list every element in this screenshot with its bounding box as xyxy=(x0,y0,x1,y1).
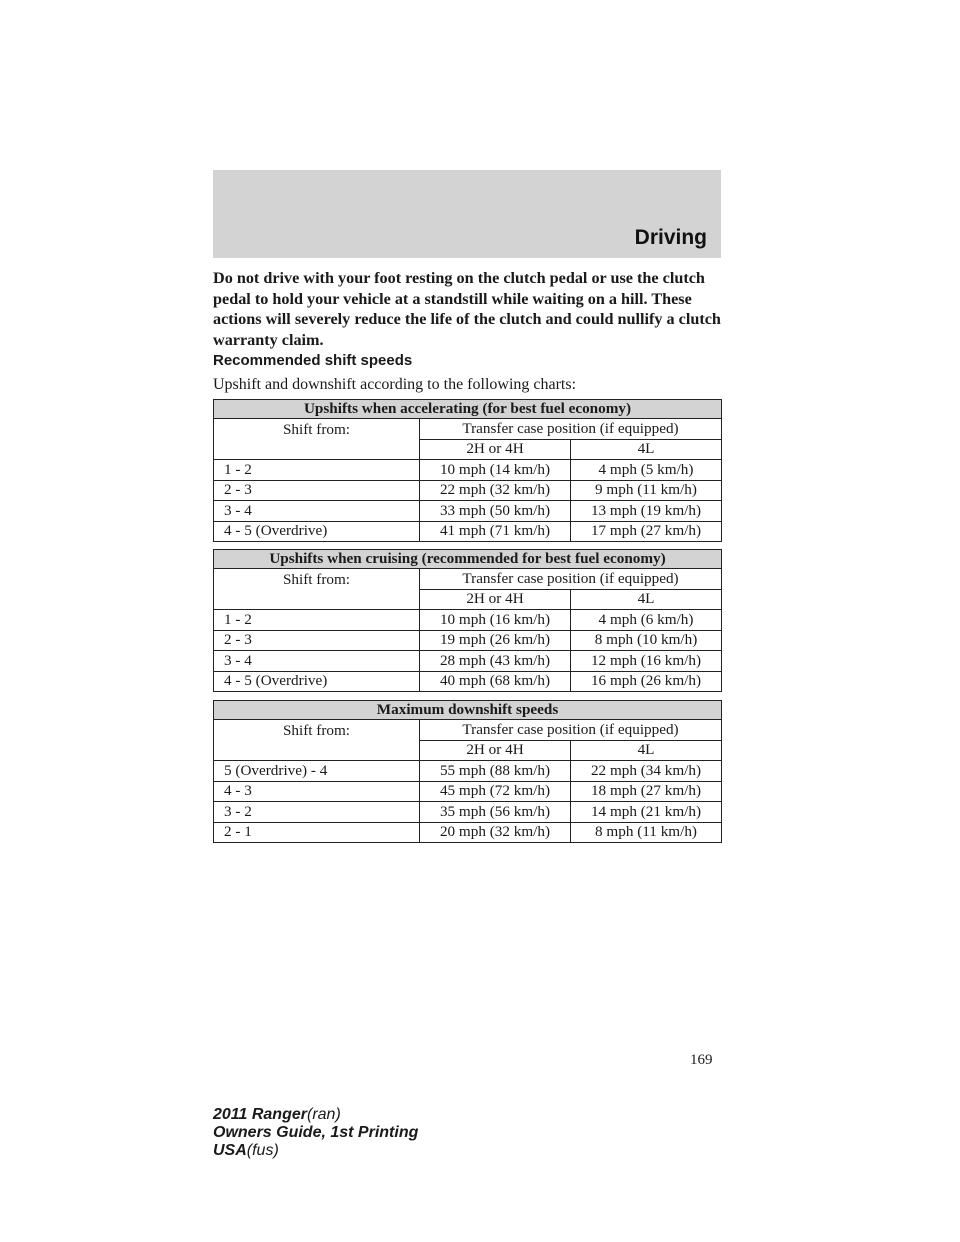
table-row xyxy=(214,822,722,843)
table-row xyxy=(214,761,722,782)
speed-2h-4h-cell: 10 mph (14 km/h) xyxy=(420,460,571,481)
speed-4l-cell: 8 mph (11 km/h) xyxy=(571,822,722,843)
upshift-accelerating-table xyxy=(213,399,722,542)
table-row xyxy=(214,802,722,823)
speed-4l-cell: 16 mph (26 km/h) xyxy=(571,671,722,692)
footer-line-edition xyxy=(213,1124,418,1142)
col-4l-header: 4L xyxy=(571,439,722,460)
speed-4l-cell: 9 mph (11 km/h) xyxy=(571,480,722,501)
table-row xyxy=(214,480,722,501)
col-4l-header: 4L xyxy=(571,589,722,610)
table-row xyxy=(214,610,722,631)
speed-2h-4h-cell: 20 mph (32 km/h) xyxy=(420,822,571,843)
clutch-warning: Do not drive with your foot resting on the clutch pedal or use the clutch pedal to hold your vehicle at a standstill while waiting on a hill. These actions will severely reduce the life of the clutch and could nullify a clutch warranty claim. xyxy=(213,269,721,349)
table-header-row xyxy=(214,720,722,741)
col-2h-4h-header: 2H or 4H xyxy=(420,439,571,460)
table-row xyxy=(214,521,722,542)
shift-cell: 4 - 5 (Overdrive) xyxy=(214,671,420,692)
speed-4l-cell: 8 mph (10 km/h) xyxy=(571,630,722,651)
table-header-row xyxy=(214,569,722,590)
section-header xyxy=(213,170,721,258)
footer-line-model xyxy=(213,1106,418,1124)
table-caption: Upshifts when cruising (recommended for best fuel economy) xyxy=(214,550,722,569)
table-row xyxy=(214,671,722,692)
table-caption-row xyxy=(214,400,722,419)
speed-2h-4h-cell: 33 mph (50 km/h) xyxy=(420,501,571,522)
shift-cell: 1 - 2 xyxy=(214,610,420,631)
speed-4l-cell: 12 mph (16 km/h) xyxy=(571,651,722,672)
speed-2h-4h-cell: 22 mph (32 km/h) xyxy=(420,480,571,501)
table-caption: Maximum downshift speeds xyxy=(214,701,722,720)
footer-model: 2011 Ranger xyxy=(213,1106,307,1123)
shift-cell: 3 - 2 xyxy=(214,802,420,823)
speed-4l-cell: 4 mph (5 km/h) xyxy=(571,460,722,481)
upshift-cruising-table xyxy=(213,549,722,692)
col-2h-4h-header: 2H or 4H xyxy=(420,740,571,761)
shift-cell: 2 - 3 xyxy=(214,480,420,501)
shift-from-header: Shift from: xyxy=(214,720,420,761)
speed-4l-cell: 13 mph (19 km/h) xyxy=(571,501,722,522)
shift-from-header: Shift from: xyxy=(214,569,420,610)
footer-model-code: (ran) xyxy=(306,1106,341,1123)
page-number: 169 xyxy=(690,1052,713,1068)
table-header-row xyxy=(214,419,722,440)
table-row xyxy=(214,651,722,672)
col-2h-4h-header: 2H or 4H xyxy=(420,589,571,610)
table-row xyxy=(214,460,722,481)
col-4l-header: 4L xyxy=(571,740,722,761)
shift-cell: 3 - 4 xyxy=(214,651,420,672)
speed-4l-cell: 18 mph (27 km/h) xyxy=(571,781,722,802)
speed-4l-cell: 17 mph (27 km/h) xyxy=(571,521,722,542)
speed-2h-4h-cell: 55 mph (88 km/h) xyxy=(420,761,571,782)
speed-2h-4h-cell: 35 mph (56 km/h) xyxy=(420,802,571,823)
speed-2h-4h-cell: 19 mph (26 km/h) xyxy=(420,630,571,651)
table-caption-row xyxy=(214,701,722,720)
speed-4l-cell: 4 mph (6 km/h) xyxy=(571,610,722,631)
downshift-max-table xyxy=(213,700,722,843)
speed-2h-4h-cell: 45 mph (72 km/h) xyxy=(420,781,571,802)
table-row xyxy=(214,501,722,522)
speed-2h-4h-cell: 40 mph (68 km/h) xyxy=(420,671,571,692)
table-row xyxy=(214,630,722,651)
footer-line-market xyxy=(213,1142,418,1160)
speed-2h-4h-cell: 28 mph (43 km/h) xyxy=(420,651,571,672)
shift-cell: 3 - 4 xyxy=(214,501,420,522)
speed-4l-cell: 14 mph (21 km/h) xyxy=(571,802,722,823)
shift-cell: 2 - 1 xyxy=(214,822,420,843)
footer-edition: Owners Guide, 1st Printing xyxy=(213,1124,419,1141)
shift-cell: 4 - 5 (Overdrive) xyxy=(214,521,420,542)
transfer-case-header: Transfer case position (if equipped) xyxy=(420,569,722,590)
table-row xyxy=(214,781,722,802)
shift-cell: 5 (Overdrive) - 4 xyxy=(214,761,420,782)
footer-market-code: (fus) xyxy=(246,1142,279,1159)
page-title: Recommended shift speeds xyxy=(213,352,413,369)
print-footer xyxy=(213,1106,418,1160)
speed-2h-4h-cell: 41 mph (71 km/h) xyxy=(420,521,571,542)
section-title-driving: Driving xyxy=(634,226,707,249)
table-caption-row xyxy=(214,550,722,569)
speed-2h-4h-cell: 10 mph (16 km/h) xyxy=(420,610,571,631)
shift-cell: 2 - 3 xyxy=(214,630,420,651)
intro-text: Upshift and downshift according to the following charts: xyxy=(213,376,577,393)
table-caption: Upshifts when accelerating (for best fuel economy) xyxy=(214,400,722,419)
footer-market: USA xyxy=(213,1142,247,1159)
speed-4l-cell: 22 mph (34 km/h) xyxy=(571,761,722,782)
transfer-case-header: Transfer case position (if equipped) xyxy=(420,720,722,741)
shift-cell: 4 - 3 xyxy=(214,781,420,802)
shift-from-header: Shift from: xyxy=(214,419,420,460)
shift-cell: 1 - 2 xyxy=(214,460,420,481)
transfer-case-header: Transfer case position (if equipped) xyxy=(420,419,722,440)
